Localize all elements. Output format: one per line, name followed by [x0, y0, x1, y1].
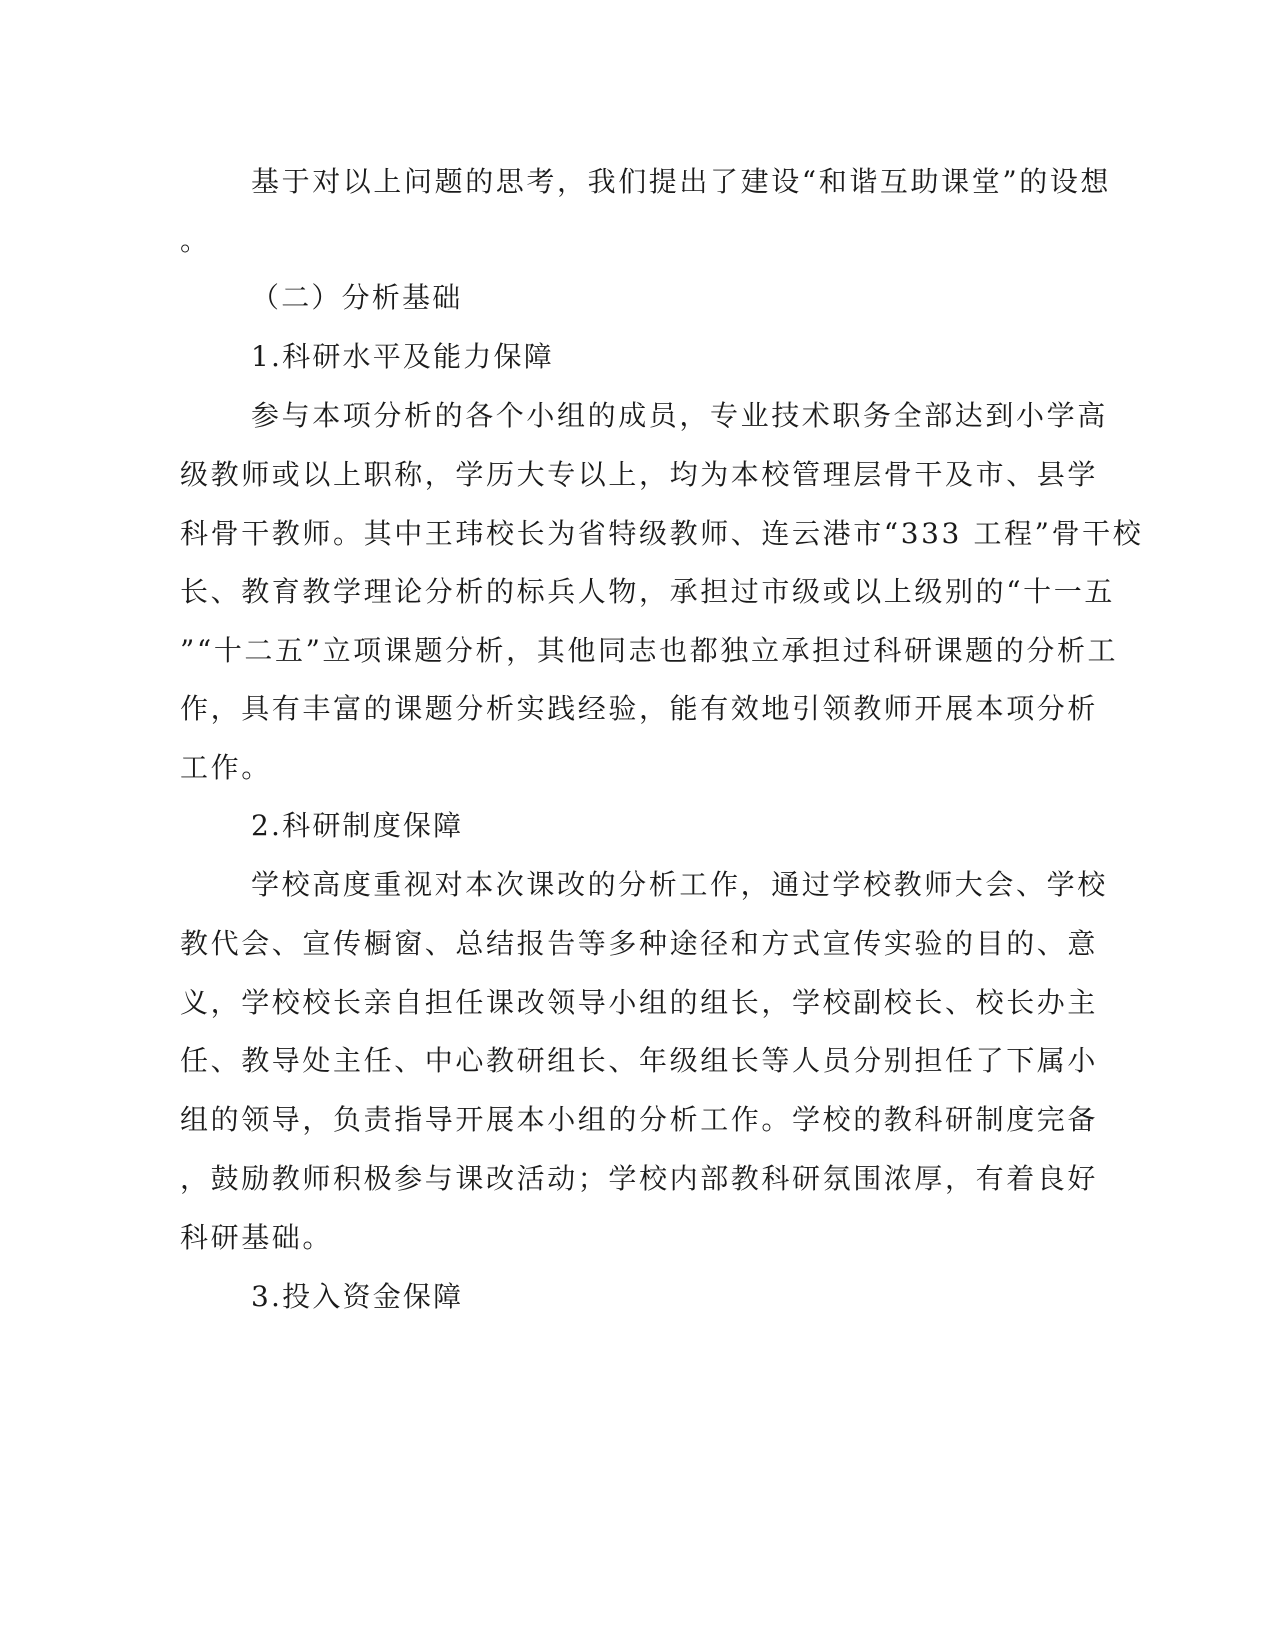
section-heading-analysis-basis: （二）分析基础 — [251, 281, 463, 314]
paragraph-capability-line-2: 级教师或以上职称，学历大专以上，均为本校管理层骨干及市、县学 — [180, 458, 1099, 491]
subheading-research-capability: 1.科研水平及能力保障 — [251, 340, 554, 373]
paragraph-system-line-4: 任、教导处主任、中心教研组长、年级组长等人员分别担任了下属小 — [180, 1044, 1099, 1077]
paragraph-system-line-5: 组的领导，负责指导开展本小组的分析工作。学校的教科研制度完备 — [180, 1103, 1099, 1136]
paragraph-system-line-2: 教代会、宣传橱窗、总结报告等多种途径和方式宣传实验的目的、意 — [180, 927, 1099, 960]
paragraph-system-line-7: 科研基础。 — [180, 1221, 334, 1254]
paragraph-system-line-1: 学校高度重视对本次课改的分析工作，通过学校教师大会、学校 — [251, 868, 1108, 901]
paragraph-capability-line-1: 参与本项分析的各个小组的成员，专业技术职务全部达到小学高 — [251, 399, 1108, 432]
paragraph-system-line-6: ，鼓励教师积极参与课改活动；学校内部教科研氛围浓厚，有着良好 — [180, 1162, 1099, 1195]
paragraph-system-line-3: 义，学校校长亲自担任课改领导小组的组长，学校副校长、校长办主 — [180, 986, 1099, 1019]
subheading-funding: 3.投入资金保障 — [251, 1280, 464, 1313]
paragraph-capability-line-4: 长、教育教学理论分析的标兵人物，承担过市级或以上级别的“十一五 — [180, 575, 1115, 608]
paragraph-intro-line-2: 。 — [180, 224, 211, 257]
paragraph-capability-line-3: 科骨干教师。其中王玮校长为省特级教师、连云港市“333 工程”骨干校 — [180, 517, 1144, 550]
paragraph-capability-line-5: ”“十二五”立项课题分析，其他同志也都独立承担过科研课题的分析工 — [180, 634, 1119, 667]
paragraph-capability-line-6: 作，具有丰富的课题分析实践经验，能有效地引领教师开展本项分析 — [180, 692, 1099, 725]
paragraph-intro-line-1: 基于对以上问题的思考，我们提出了建设“和谐互助课堂”的设想 — [251, 165, 1112, 198]
subheading-research-system: 2.科研制度保障 — [251, 809, 464, 842]
paragraph-capability-line-7: 工作。 — [180, 751, 272, 784]
